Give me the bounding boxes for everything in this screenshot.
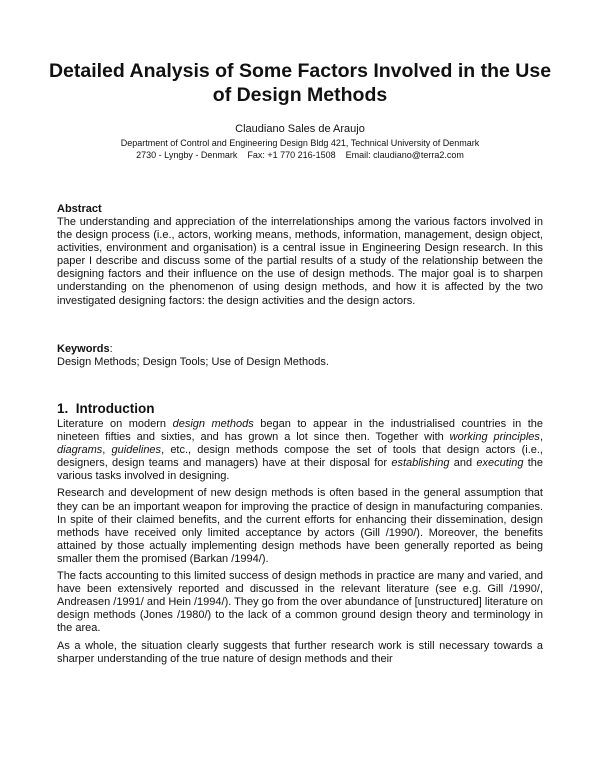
author-name: Claudiano Sales de Araujo [235, 123, 365, 135]
section-number: 1. [57, 401, 69, 416]
affiliation-department: Department of Control and Engineering Design Bldg 421, Technical University of Denmark [120, 138, 480, 148]
intro-paragraph-1: Literature on modern design methods began to appear in the industrialised countries in the nineteen fifties and sixties, and has grown a lot since then. Together with working principles, diagrams, guidelines, etc., design methods compose the set of tools that design actors (i.e., designers, design teams and managers) have at their disposal for establishing and executing the various tasks involved in designing. [57, 418, 543, 483]
keywords-section [57, 343, 543, 369]
emphasis: executing [476, 457, 524, 470]
abstract-heading: Abstract [57, 203, 102, 215]
affiliation-address: 2730 - Lyngby - Denmark [136, 150, 238, 160]
emphasis: establishing [391, 457, 450, 470]
emphasis: guidelines [111, 444, 162, 457]
affiliation-contact [0, 149, 600, 161]
abstract-text: The understanding and appreciation of the interrelationships among the various factors involved in the design process (i.e., actors, working means, methods, information, management, design object, activities, environment and organisation) is a central issue in Engineering Design research. In this paper I describe and discuss some of the partial results of a study of the relationship between the designing factors and their influence on the use of design methods. The major goal is to sharpen understanding on the phenomenon of using design methods, and how it is affected by the two investigated designing factors: the design activities and the design actors. [57, 216, 543, 307]
keywords-colon: : [109, 343, 113, 355]
section-title: Introduction [75, 401, 155, 416]
emphasis: diagrams [57, 444, 103, 457]
affiliation-email: Email: claudiano@terra2.com [345, 150, 464, 160]
keywords-text: Design Methods; Design Tools; Use of Design Methods. [57, 356, 329, 368]
affiliation-fax: Fax: +1 770 216-1508 [247, 150, 336, 160]
section-heading-introduction [57, 401, 155, 417]
keywords-label: Keywords [57, 343, 110, 355]
intro-paragraph-4: As a whole, the situation clearly suggests that further research work is still necessary towards a sharper understanding of the true nature of design methods and their [57, 639, 543, 665]
paper-title: Detailed Analysis of Some Factors Involved in the Use of Design Methods [48, 60, 552, 106]
emphasis: design methods [172, 418, 254, 430]
keywords-heading [57, 343, 543, 356]
abstract-section [57, 203, 543, 308]
emphasis: working principles [449, 431, 540, 444]
intro-paragraph-2: Research and development of new design methods is often based in the general assumption that they can be an important weapon for improving the practice of design in manufacturing companies. In spite of their claimed benefits, and the current efforts for enhancing their dissemination, design methods have received only limited acceptance by actors (Gill /1990/). Moreover, the benefits attained by those actually implementing design methods have been generally reported as being smaller them the promised (Barkan /1994/). [57, 487, 543, 565]
intro-paragraph-3: The facts accounting to this limited success of design methods in practice are many and varied, and have been extensively reported and discussed in the relevant literature (see e.g. Gill /1990/, Andreasen /1991/ and Hein /1994/). They go from the over abundance of [unstructured] literature on design methods (Jones /1980/) to the lack of a common ground design theory and terminology in the area. [57, 570, 543, 635]
author-affiliation [0, 137, 600, 161]
introduction-body [57, 418, 543, 666]
